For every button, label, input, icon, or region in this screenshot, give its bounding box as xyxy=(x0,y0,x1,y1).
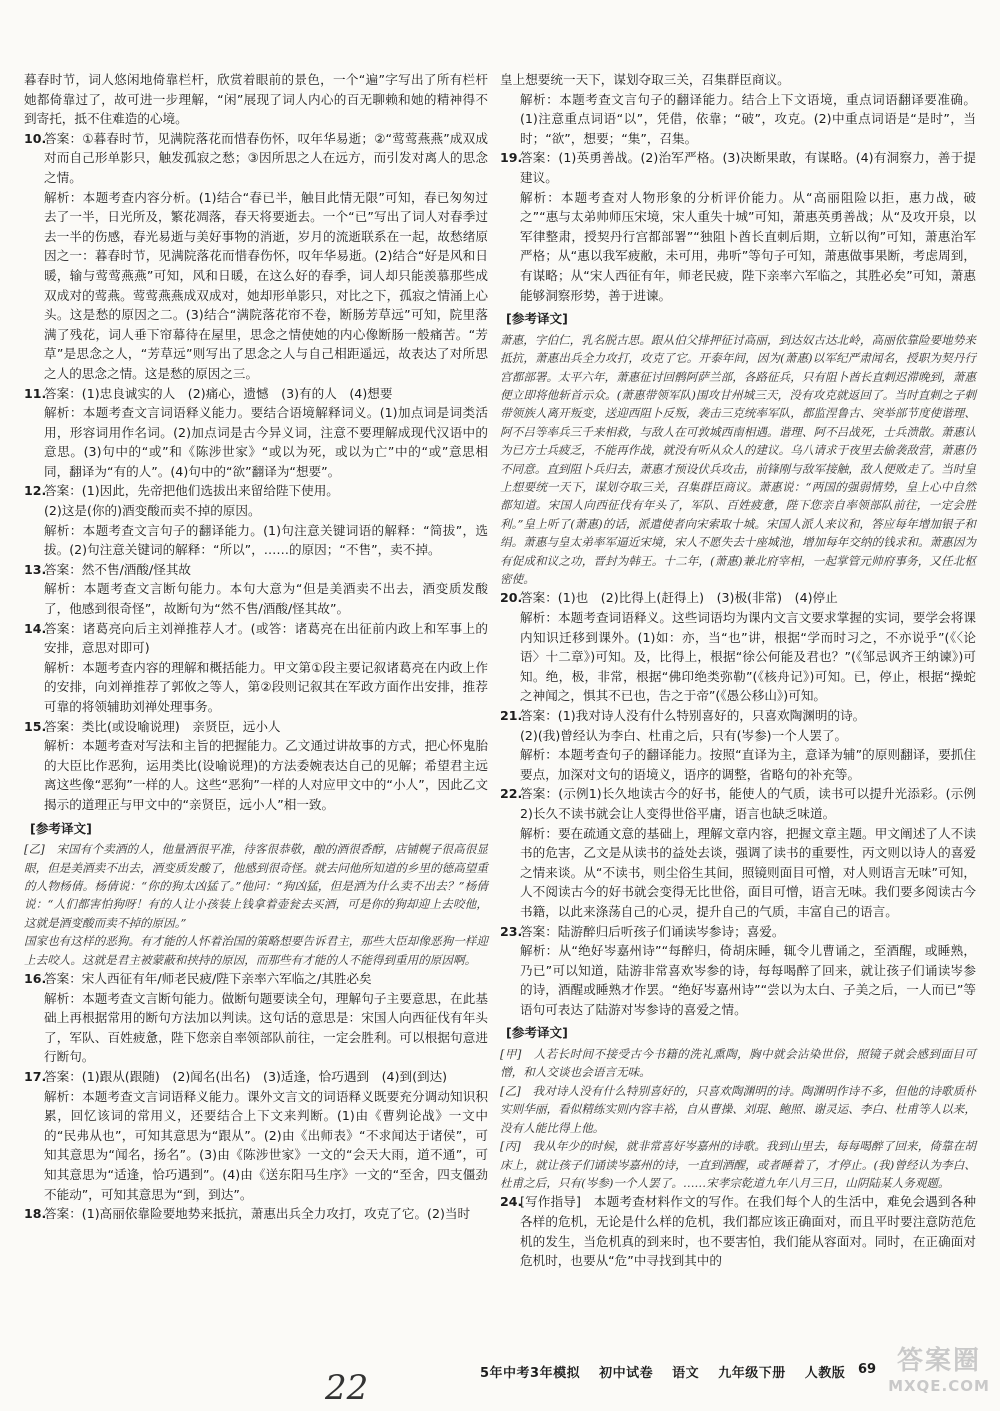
handwritten-mark: 22 xyxy=(325,1368,369,1408)
question-number: 15. xyxy=(24,718,47,734)
translation-heading: [参考译文] xyxy=(506,311,568,327)
watermark-text: 答案圈 xyxy=(896,1346,981,1376)
analysis-paragraph: 解析：本题考查文言断句能力。做断句题要读全句，理解句子主要意思，在此基础上再根据常用的断句方法加以判读。这句话的意思是：宋国人向西征伐有年头了，军队、百姓疲惫，陛下您亲自率领部队前往，一定会胜利。可以根据句意进行断句。 xyxy=(44,990,488,1065)
answer-item xyxy=(500,706,976,726)
analysis-paragraph: (2)这是(你的)酒变酸而卖不掉的原因。 xyxy=(44,503,261,519)
translation-paragraph: [乙] 我对诗人没有什么特别喜好的，只喜欢陶渊明的诗。陶渊明作诗不多，但他的诗歌质朴实则华丽，看似精练实则内容丰裕，自从曹操、刘琨、鲍照、谢灵运、李白、杜甫等人以来，没有人能比得上他。 xyxy=(500,1083,976,1135)
answer-item xyxy=(24,619,488,658)
left-column xyxy=(24,70,488,1224)
footer-subject: 语文 xyxy=(672,1366,700,1381)
translation-paragraph: 国家也有这样的恶狗。有才能的人怀着治国的策略想要告诉君主，那些大臣却像恶狗一样迎上去咬人。这就是君主被蒙蔽和挟持的原因，而那些有才能的人不能得到重用的原因啊。 xyxy=(24,934,488,967)
watermark-site: MXQE.COM xyxy=(888,1377,990,1395)
translation-paragraph: [乙] 宋国有个卖酒的人，他量酒很平准，待客很恭敬，酿的酒很香醇，店铺幌子很高很显眼，但是美酒卖不出去，酒变质发酸了，他感到很奇怪。就去问他所知道的乡里的德高望重的人物杨倩。杨倩说：“你的狗太凶猛了。”他问：“狗凶猛，但是酒为什么卖不出去？”杨倩说：“人们都害怕狗呀！有的人让小孩装上钱拿着壶瓮去买酒，可是你的狗却迎上去咬他，这就是酒变酸而卖不掉的原因。” xyxy=(24,842,488,930)
question-number: 24. xyxy=(500,1194,523,1210)
question-number: 10. xyxy=(24,130,47,146)
answer-text: 答案：(1)我对诗人没有什么特别喜好的，只喜欢陶渊明的诗。 xyxy=(520,707,866,723)
analysis-paragraph: 解析：要在疏通文意的基础上，理解文章内容，把握文章主题。甲文阐述了人不读书的危害，乙文是从读书的益处去谈，强调了读书的重要性，丙文则以诗人的喜爱之情来谈。从“不读书，则尘俗生其间，照镜则面目可憎，对人则语言无味”可知，人不阅读古今的好书就会变得无比世俗，面目可憎，语言无味。我们要多阅读古今书籍，以此来涤荡自己的心灵，提升自己的气质，丰富自己的语言。 xyxy=(520,825,976,919)
analysis-paragraph: 解析：本题考查对写法和主旨的把握能力。乙文通过讲故事的方式，把心怀鬼胎的大臣比作恶狗，运用类比(设喻说理)的方法委婉表达自己的见解；希望君主远离这些像“恶狗”一样的人。这些“恶狗”一样的人对应甲文中的“小人”，因此乙文揭示的道理正与甲文中的“亲贤臣，远小人”相一致。 xyxy=(44,738,488,812)
question-number: 22. xyxy=(500,786,523,802)
question-number: 17. xyxy=(24,1068,47,1084)
analysis-paragraph: 解析：本题考查句子的翻译能力。按照“直译为主，意译为辅”的原则翻译，要抓住要点，加深对文句的语境义，语序的调整，省略句的补充等。 xyxy=(520,747,976,782)
answer-text: 答案：①暮春时节，见满院落花而惜春伤怀，叹年华易逝；②“莺莺燕燕”成双成对而自己形单影只，触发孤寂之愁；③因所思之人在远方，而引发对离人的思念之情。 xyxy=(44,130,488,185)
answer-item xyxy=(24,717,488,737)
translation-heading: [参考译文] xyxy=(30,820,92,836)
translation-heading: [参考译文] xyxy=(506,1025,568,1041)
answer-text: 答案：诸葛亮向后主刘禅推荐人才。(或答：诸葛亮在出征前内政上和军事上的安排，意思对即可) xyxy=(44,620,488,656)
question-number: 13. xyxy=(24,561,47,577)
analysis-paragraph: 解析：本题考查对人物形象的分析评价能力。从“高丽阻险以拒，惠力战，破之”“惠与太弟帅师压宋境，宋人重失十城”可知，萧惠英勇善战；从“及攻开泉，以军律整肃，授契丹行宫都部署”“独阻卜酋长直刺后期，立斩以徇”可知，萧惠治军严格；从“惠以我军疲敝，未可用，弗听”等句子可知，萧惠做事果断，考虑周到，有谋略；从“宋人西征有年，师老民疲，陛下亲率六军临之，其胜必矣”可知，萧惠能够洞察形势，善于进谏。 xyxy=(520,189,976,303)
answer-text: 答案：(1)也 (2)比得上(赶得上) (3)极(非常) (4)停止 xyxy=(520,590,838,606)
analysis-paragraph: 暮春时节，词人悠闲地倚靠栏杆，欣赏着眼前的景色，一个“遍”字写出了所有栏杆她都倚靠过了，故可进一步理解，“闲”展现了词人内心的百无聊赖和她的精神得不到寄托，抵不住难造的心境。 xyxy=(24,72,488,127)
footer-series: 5年中考3年模拟 xyxy=(480,1366,581,1381)
translation-paragraph: [甲] 人若长时间不接受古今书籍的洗礼熏陶，胸中就会沾染世俗，照镜子就会感到面目可憎，和人交谈也会语言无味。 xyxy=(500,1047,976,1080)
question-number: 16. xyxy=(24,971,47,986)
analysis-paragraph: 解析：本题考查文言句子的翻译能力。(1)句注意关键词语的解释：“简拔”，选拔。(2)句注意关键词的解释：“所以”，……的原因；“不售”，卖不掉。 xyxy=(44,522,488,558)
question-number: 14. xyxy=(24,620,47,636)
answer-item xyxy=(24,969,488,989)
question-number: 21. xyxy=(500,707,523,723)
answer-item xyxy=(500,1192,976,1270)
answer-item xyxy=(500,922,976,942)
analysis-paragraph: 解析：从“绝好岑嘉州诗”“每醉归，倚胡床睡，辄令儿曹诵之，至酒醒，或睡熟，乃已”可以知道，陆游非常喜欢岑参的诗，每每喝醉了回来，就让孩子们诵读岑参的诗，酒醒或睡熟才作罢。“绝好岑嘉州诗”“尝以为太白、子美之后，一人而已”等语句可表达了陆游对岑参诗的喜爱之情。 xyxy=(520,943,976,1017)
analysis-paragraph: 解析：本题考查文言词语释义能力。课外文言文的词语释义既要充分调动知识积累，回忆该词的常用义，还要结合上下文来判断。(1)由《曹刿论战》一文中的“民弗从也”，可知其意思为“跟从”。(2)由《出师表》“不求闻达于诸侯”，可知其意思为“闻名，扬名”。(3)由《陈涉世家》一文的“会天大雨，道不通”，可知其意思为“适逢，恰巧遇到”。(4)由《送东阳马生序》一文的“至舍，四支僵劲不能动”，可知其意思为“到，到达”。 xyxy=(44,1088,488,1202)
answer-text: 答案：(1)忠良诚实的人 (2)痛心，遗憾 (3)有的人 (4)想要 xyxy=(44,385,393,401)
answer-text: 答案：(1)高丽依靠险要地势来抵抗，萧惠出兵全力攻打，攻克了它。(2)当时 xyxy=(44,1206,471,1222)
analysis-paragraph: 解析：本题考查文言断句能力。本句大意为“但是美酒卖不出去，酒变质发酸了，他感到很奇怪”，故断句为“然不售/酒酸/怪其故”。 xyxy=(44,581,488,617)
answer-item xyxy=(24,384,488,404)
translation-paragraph: [丙] 我从年少的时候，就非常喜好岑嘉州的诗歌。我到山里去，每每喝醉了回来，倚靠在胡床上，就让孩子们诵读岑嘉州的诗，一直到酒醒，或者睡着了，才停止。(我)曾经认为李白、杜甫之后，只有(岑参)一个人罢了。……宋孝宗乾道九年八月三日，山阴陆某人务观题。 xyxy=(500,1139,976,1190)
translation-paragraph: 萧惠，字伯仁，乳名脱古思。跟从伯父排押征讨高丽，到达奴古达北岭，高丽依靠险要地势来抵抗，萧惠出兵全力攻打，攻克了它。开泰年间，因为(萧惠)以军纪严肃闻名，授职为契丹行宫都部署。太平六年，萧惠征讨回鹘阿萨兰部，各路征兵，只有阻卜酋长直剌迟滞晚到，萧惠便立即将他斩首示众。(萧惠带领军队)围攻甘州城三天，没有攻克就返回了。当时直剌之子剌带领族人离开叛变，送迎西阻卜反叛，袭击三克统率军队，都监涅鲁古、突举部节度使谐理、阿不吕等率兵三千来相救，与敌人在可敦城西南相遇。谐理、阿不吕战死，士兵溃散。萧惠认为已方士兵疲乏，不能再作战，就没有听从众人的建议。乌八请求于夜里去偷袭敌营，萧惠仍不同意。直到阻卜兵归去，萧惠才预设伏兵攻击，前锋刚与敌军接触，敌人便败走了。当时皇上想要统一天下，谋划夺取三关，召集群臣商议。萧惠说：“两国的强弱情势，皇上心中自然都知道。宋国人向西征伐有年头了，军队、百姓疲惫，陛下您亲自率领部队前往，一定会胜利。”皇上听了(萧惠)的话，派遣使者向宋索取十城。宋国人派人来议和，答应每年增加银子和绢。萧惠与皇太弟率军逼近宋境，宋人不愿失去十座城池，增加每年交纳的钱求和。萧惠因为有促成和议之功，晋封为韩王。十二年，(萧惠)兼北府宰相，一起掌管元帅府事务，又任北枢密使。 xyxy=(500,332,976,586)
question-number: 11. xyxy=(24,385,47,401)
question-number: 20. xyxy=(500,590,523,606)
answer-text: 答案：宋人西征有年/师老民疲/陛下亲率六军临之/其胜必矣 xyxy=(44,971,372,986)
answer-item xyxy=(500,784,976,823)
analysis-paragraph: 解析：本题考查内容的理解和概括能力。甲文第①段主要记叙诸葛亮在内政上作的安排，向刘禅推荐了郭攸之等人，第②段则记叙其在军政方面作出安排，推荐可靠的将领辅助刘禅处理事务。 xyxy=(44,659,488,714)
answer-item xyxy=(500,588,976,608)
question-number: 23. xyxy=(500,923,523,939)
answer-text: 答案：(1)英勇善战。(2)治军严格。(3)决断果敢，有谋略。(4)有洞察力，善于提建议。 xyxy=(520,150,976,185)
footer-grade: 九年级下册 xyxy=(718,1366,786,1381)
analysis-paragraph: 解析：本题考查内容分析。(1)结合“春已半，触目此情无限”可知，春已匆匆过去了一半，日光所及，繁花凋落，春天将要逝去。一个“已”写出了词人对春季过去一半的伤感，春光易逝与美好事物的消逝，岁月的流逝联系在一起，故愁绪原因之一：暮春时节，见满院落花而惜春伤怀，叹年华易逝。(2)结合“好是风和日暖，输与莺莺燕燕”可知，风和日暖，在这么好的春季，词人却只能羡慕那些成双成对的莺燕。莺莺燕燕成双成对，她却形单影只，对比之下，孤寂之情涌上心头。这是愁的原因之二。(3)结合“满院落花帘不卷，断肠芳草远”可知，院里落满了残花，词人垂下帘幕待在屋里，思念之情使她的内心像断肠一般痛苦。“芳草”是思念之人，“芳草远”则写出了思念之人与自己相距遥远，故表达了对所思之人的思念之情。这是愁的原因之三。 xyxy=(44,189,488,381)
page-number: 69 xyxy=(858,1362,877,1377)
footer-edition: 人教版 xyxy=(804,1366,846,1381)
answer-item xyxy=(24,481,488,501)
question-number: 19. xyxy=(500,150,523,166)
analysis-paragraph: 解析：本题考查文言句子的翻译能力。结合上下文语境，重点词语翻译要准确。(1)注意重点词语“以”，凭借，依靠；“破”，攻克。(2)中重点词语是“是时”，当时；“欲”，想要；“集”，召集。 xyxy=(520,91,976,146)
watermark-logo xyxy=(880,1340,998,1410)
analysis-paragraph: 解析：本题考查文言词语释义能力。要结合语境解释词义。(1)加点词是词类活用，形容词用作名词。(2)加点词是古今异义词，注意不要理解成现代汉语中的意思。(3)句中的“或”和《陈涉世家》“或以为死，或以为亡”中的“或”意思相同，翻译为“有的人”。(4)句中的“欲”翻译为“想要”。 xyxy=(44,405,488,479)
analysis-paragraph: 解析：本题考查词语释义。这些词语均为课内文言文要求掌握的实词，要学会将课内知识迁移到课外。(1)如：亦，当“也”讲，根据“学而时习之，不亦说乎”(《〈论语〉十二章》)可知。及，比得上，根据“徐公何能及君也？”(《邹忌讽齐王纳谏》)可知。绝，极，非常，根据“佛印绝类弥勒”(《核舟记》)可知。已，停止，根据“操蛇之神闻之，惧其不已也，告之于帝”(《愚公移山》)可知。 xyxy=(520,610,976,704)
answer-text: 答案：(1)因此，先帝把他们选拔出来留给陛下使用。 xyxy=(44,483,339,499)
answer-text: 答案：然不售/酒酸/怪其故 xyxy=(44,561,192,577)
answer-text: 答案：(1)跟从(跟随) (2)闻名(出名) (3)适逢，恰巧遇到 (4)到(到达) xyxy=(44,1068,448,1084)
question-number: 12. xyxy=(24,483,47,499)
answer-text: 答案：陆游醉归后听孩子们诵读岑参诗；喜爱。 xyxy=(520,923,785,939)
answer-item xyxy=(24,129,488,188)
right-column xyxy=(500,70,976,1271)
answer-item xyxy=(24,1067,488,1087)
analysis-paragraph: 皇上想要统一天下，谋划夺取三关，召集群臣商议。 xyxy=(500,72,790,87)
answer-item xyxy=(500,148,976,187)
answer-item xyxy=(24,560,488,580)
answer-text: 答案：类比(或设喻说理) 亲贤臣，远小人 xyxy=(44,718,281,734)
answer-text: [写作指导] 本题考查材料作文的写作。在我们每个人的生活中，难免会遇到各种各样的危机，无论是什么样的危机，我们都应该正确面对，而且平时要注意防范危机的发生，当危机真的到来时，也不要害怕，我们能从容面对。同时，在正确面对危机时，也要从“危”中寻找到其中的 xyxy=(520,1194,976,1269)
footer-type: 初中试卷 xyxy=(599,1366,654,1381)
analysis-paragraph: (2)(我)曾经认为李白、杜甫之后，只有(岑参)一个人罢了。 xyxy=(520,727,848,743)
question-number: 18. xyxy=(24,1206,47,1222)
answer-text: 答案：(示例1)长久地读古今的好书，能使人的气质，读书可以提升光添彩。(示例2)长久不读书就会让人变得世俗平庸，语言也缺乏味道。 xyxy=(520,786,976,821)
answer-item xyxy=(24,1204,488,1224)
